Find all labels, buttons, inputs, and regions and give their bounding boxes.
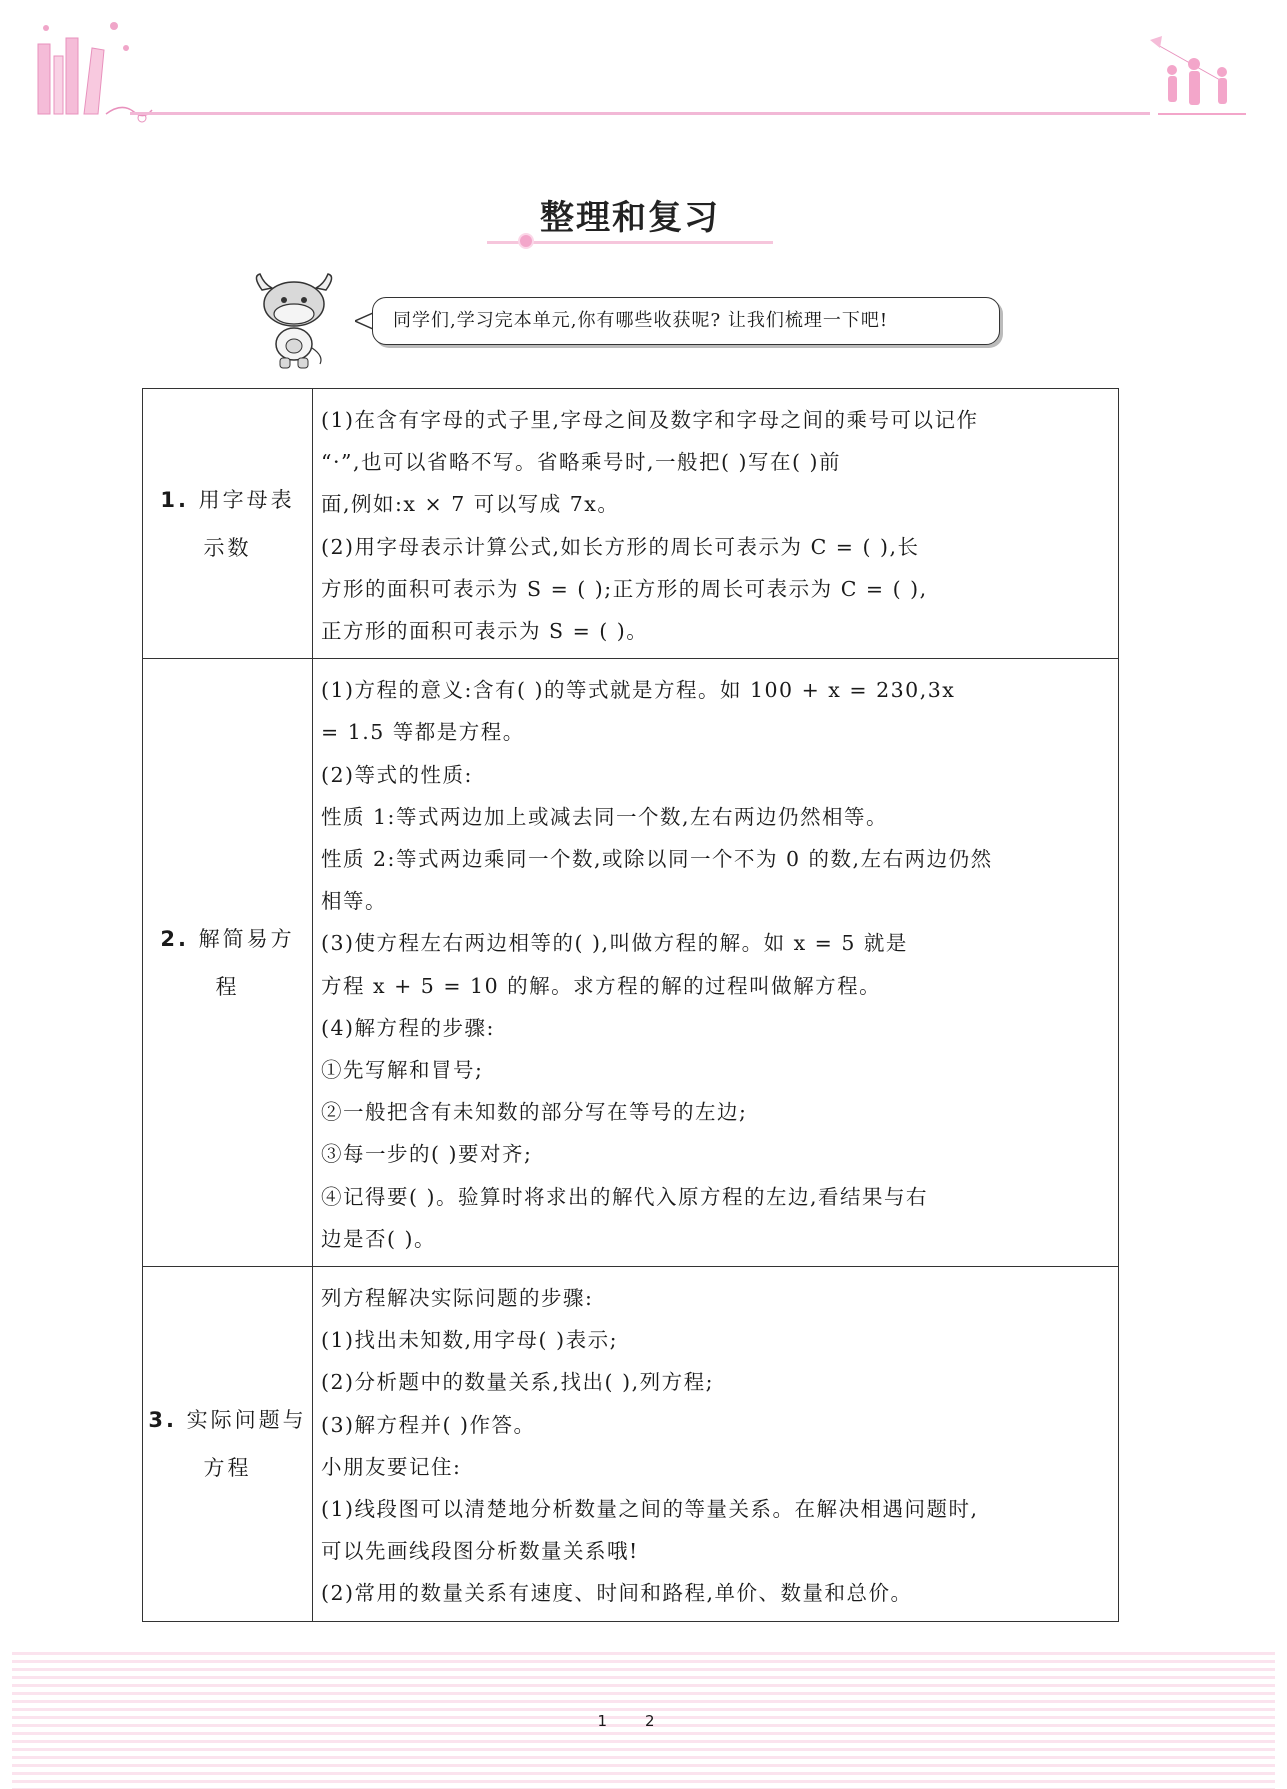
- cow-mascot-icon: [248, 272, 340, 372]
- topic-cell: [143, 389, 313, 659]
- content-line: 性质 1:等式两边加上或减去同一个数,左右两边仍然相等。: [321, 804, 888, 829]
- page-number: 12: [597, 1712, 693, 1730]
- books-decoration-icon: [26, 18, 156, 133]
- title-dot-icon: [518, 233, 534, 249]
- header-rule: [130, 112, 1150, 115]
- topic-label-cont: 程: [215, 974, 240, 999]
- content-line: (1)在含有字母的式子里,字母之间及数字和字母之间的乘号可以记作: [321, 408, 979, 432]
- content-line: (2)等式的性质:: [321, 762, 473, 787]
- content-line: ③每一步的( )要对齐;: [321, 1142, 533, 1167]
- table-row: [143, 659, 1119, 1267]
- content-line: ②一般把含有未知数的部分写在等号的左边;: [321, 1100, 748, 1125]
- title-block: [480, 190, 780, 250]
- content-line: (2)分析题中的数量关系,找出( ),列方程;: [321, 1370, 714, 1395]
- topic-number: 1.: [160, 487, 189, 512]
- content-line: (3)解方程并( )作答。: [321, 1412, 536, 1437]
- table-row: [143, 389, 1119, 659]
- content-line: (1)线段图可以清楚地分析数量之间的等量关系。在解决相遇问题时,: [321, 1497, 979, 1522]
- content-line: = 1.5 等都是方程。: [321, 720, 525, 745]
- page-title: 整理和复习: [540, 198, 720, 238]
- content-line: 方程 x + 5 = 10 的解。求方程的解的过程叫做解方程。: [321, 973, 882, 998]
- content-cell: [313, 1267, 1119, 1622]
- topic-label-cont: 方程: [203, 1455, 252, 1480]
- topic-label: 实际问题与: [186, 1407, 307, 1432]
- review-table: [142, 388, 1119, 1622]
- content-line: 边是否( )。: [321, 1226, 437, 1251]
- topic-cell: [143, 659, 313, 1267]
- content-line: (2)用字母表示计算公式,如长方形的周长可表示为 C = ( ),长: [321, 534, 920, 559]
- content-line: “·”,也可以省略不写。省略乘号时,一般把( )写在( )前: [321, 450, 842, 475]
- topic-cell: [143, 1267, 313, 1622]
- topic-label-cont: 示数: [203, 535, 252, 560]
- content-line: ④记得要( )。验算时将求出的解代入原方程的左边,看结果与右: [321, 1184, 929, 1209]
- content-line: 面,例如:x × 7 可以写成 7x。: [321, 492, 620, 517]
- topic-number: 3.: [148, 1407, 177, 1432]
- content-line: (3)使方程左右两边相等的( ),叫做方程的解。如 x = 5 就是: [321, 931, 908, 956]
- content-line: 方形的面积可表示为 S = ( );正方形的周长可表示为 C = ( ),: [321, 576, 928, 601]
- content-line: 性质 2:等式两边乘同一个数,或除以同一个不为 0 的数,左右两边仍然: [321, 847, 993, 872]
- table-row: [143, 1267, 1119, 1622]
- content-line: 相等。: [321, 889, 387, 914]
- content-line: 正方形的面积可表示为 S = ( )。: [321, 619, 649, 644]
- content-line: (1)方程的意义:含有( )的等式就是方程。如 100 + x = 230,3x: [321, 678, 956, 703]
- content-line: (2)常用的数量关系有速度、时间和路程,单价、数量和总价。: [321, 1581, 913, 1606]
- content-cell: [313, 389, 1119, 659]
- content-line: 列方程解决实际问题的步骤:: [321, 1286, 594, 1311]
- content-line: 可以先画线段图分析数量关系哦!: [321, 1539, 639, 1564]
- topic-label: 用字母表: [198, 487, 295, 512]
- children-kite-icon: [1150, 34, 1250, 119]
- speech-bubble: 同学们,学习完本单元,你有哪些收获呢? 让我们梳理一下吧!: [372, 297, 1000, 345]
- content-line: 小朋友要记住:: [321, 1454, 462, 1479]
- content-line: (1)找出未知数,用字母( )表示;: [321, 1328, 618, 1353]
- content-line: (4)解方程的步骤:: [321, 1015, 495, 1040]
- topic-label: 解简易方: [198, 926, 295, 951]
- content-line: ①先写解和冒号;: [321, 1058, 484, 1083]
- content-cell: [313, 659, 1119, 1267]
- topic-number: 2.: [160, 926, 189, 951]
